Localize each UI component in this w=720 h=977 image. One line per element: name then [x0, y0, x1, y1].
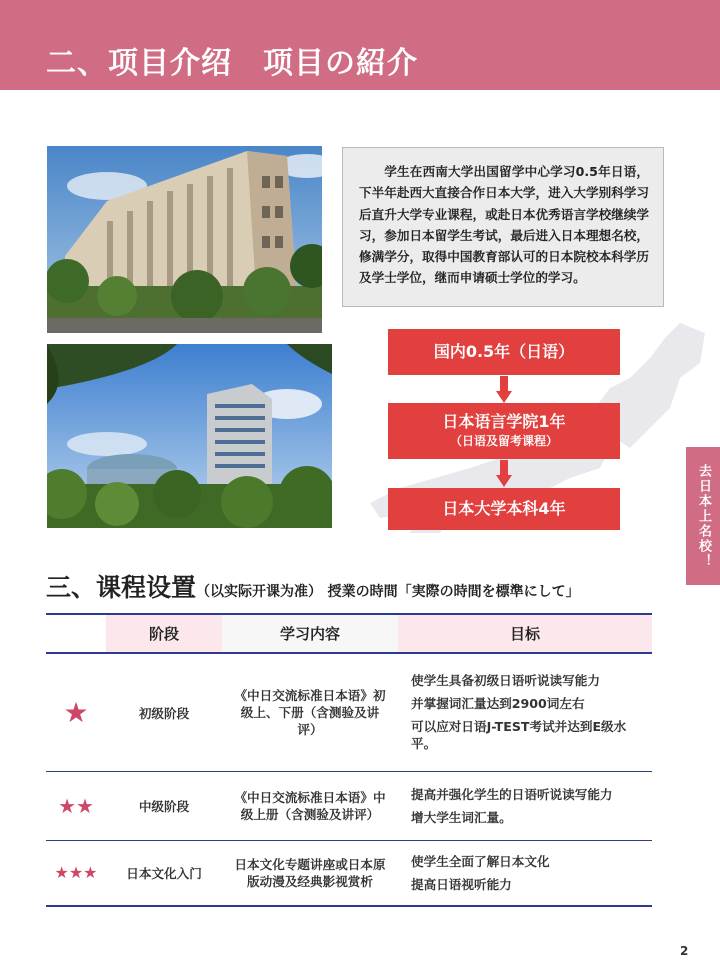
content-cell: 《中日交流标准日本语》中级上册（含测验及讲评） [222, 771, 398, 840]
goal-cell [398, 653, 652, 771]
page-header [0, 0, 720, 90]
stage-cell: 初级阶段 [106, 653, 222, 771]
section-3-note: （以实际开课为准） [196, 584, 323, 600]
side-tab: 去日本上名校！ [686, 447, 720, 585]
campus-view-photo [47, 344, 332, 528]
stage-cell: 中级阶段 [106, 771, 222, 840]
goal-item: 提高日语视听能力 [411, 876, 512, 892]
goal-item: 可以应对日语J-TEST考试并达到E级水平。 [411, 719, 627, 752]
goal-cell [398, 840, 652, 906]
content-cell: 《中日交流标准日本语》初级上、下册（含测验及讲评） [222, 653, 398, 771]
flow-step-language-school-note: （日语及留考课程） [449, 434, 558, 448]
table-header-row [46, 614, 652, 653]
section-3-jp-subtitle: 授業の時間「実際の時間を標準にして」 [327, 584, 580, 600]
flow-arrow-down-icon [496, 376, 512, 403]
header-cell-blank [46, 614, 106, 653]
goal-item: 增大学生词汇量。 [411, 809, 512, 825]
stage-cell: 日本文化入门 [106, 840, 222, 906]
header-cell-stage: 阶段 [106, 614, 222, 653]
header-cell-content: 学习内容 [222, 614, 398, 653]
header-cell-goal: 目标 [398, 614, 652, 653]
section-3-title: 三、课程设置 [46, 573, 197, 602]
goal-item: 使学生全面了解日本文化 [411, 853, 550, 869]
program-intro-text: 学生在西南大学出国留学中心学习0.5年日语，下半年赴西大直接合作日本大学，进入大学别科学习后直升大学专业课程，或赴日本优秀语言学校继续学习，参加日本留学生考试，最后进入日本理想名校，修满学分，取得中国教育部认可的日本院校本科学历及学士学位，继而申请硕士学位的学习。 [342, 147, 664, 307]
table-row [46, 771, 652, 840]
flow-arrow-down-icon [496, 460, 512, 487]
goal-item: 并掌握词汇量达到2900词左右 [411, 696, 585, 712]
table-row [46, 653, 652, 771]
section-3-heading [46, 568, 580, 604]
level-star-icon: ★★ [46, 771, 106, 840]
university-building-photo [47, 146, 322, 333]
flow-step-language-school [388, 403, 620, 459]
goal-cell [398, 771, 652, 840]
goal-item: 使学生具备初级日语听说读写能力 [411, 673, 600, 689]
section-2-title: 二、项目介绍 项目の紹介 [46, 46, 418, 81]
level-star-icon: ★★★ [46, 840, 106, 906]
flow-step-university: 日本大学本科4年 [388, 488, 620, 530]
goal-item: 提高并强化学生的日语听说读写能力 [411, 786, 613, 802]
content-cell: 日本文化专题讲座或日本原版动漫及经典影视赏析 [222, 840, 398, 906]
table-row [46, 840, 652, 906]
page-number: 2 [680, 944, 689, 958]
flow-step-language-school-title: 日本语言学院1年 [442, 412, 566, 431]
course-table [46, 613, 652, 907]
level-star-icon: ★ [46, 653, 106, 771]
flow-step-domestic: 国内0.5年（日语） [388, 329, 620, 375]
